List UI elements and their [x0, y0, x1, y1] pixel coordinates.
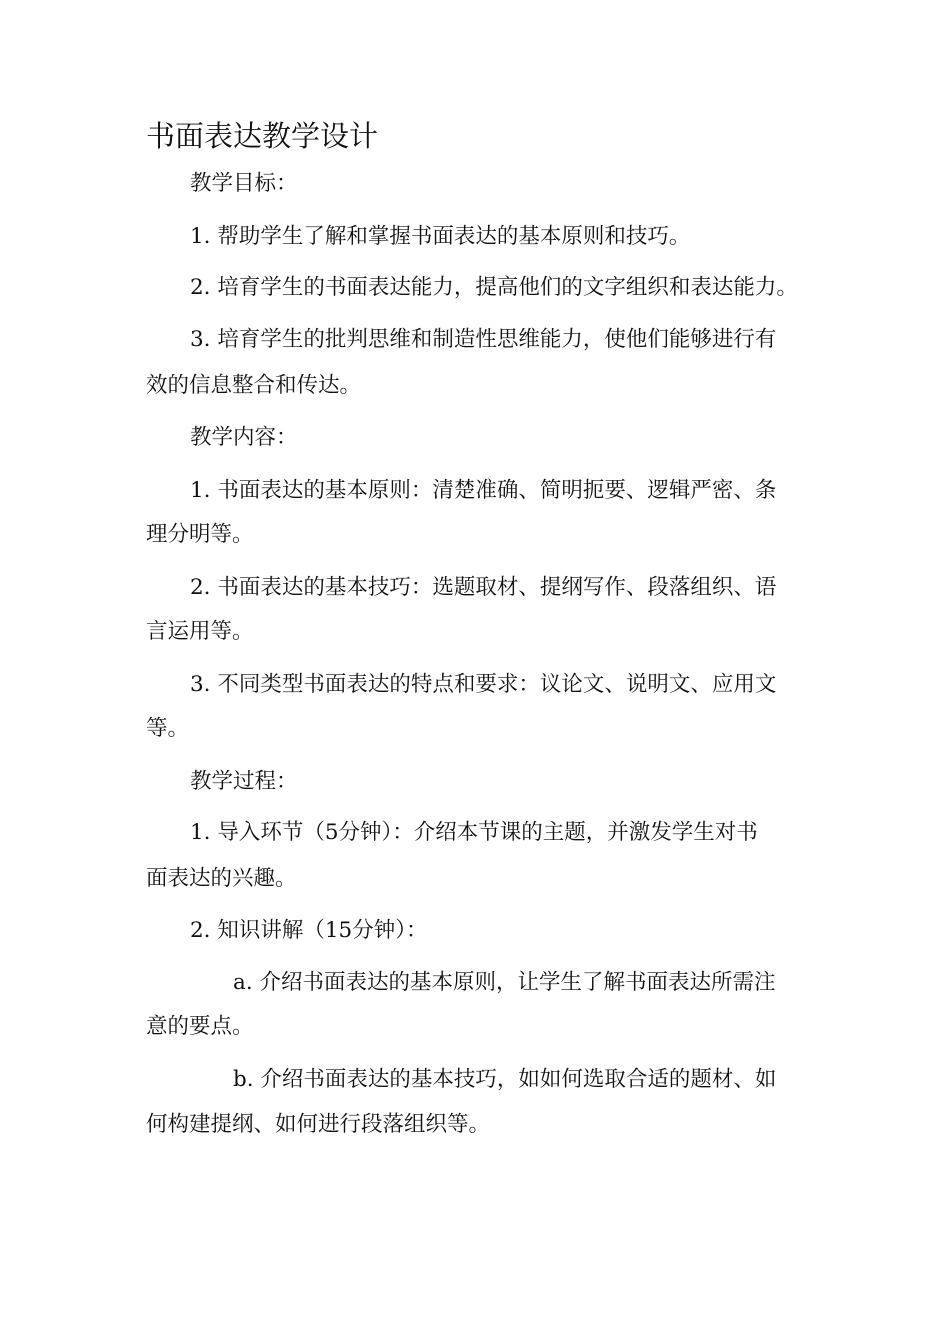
process-subitem-b: b. 介绍书面表达的基本技巧，如如何选取合适的题材、如: [233, 1067, 777, 1092]
content-item-1: 1. 书面表达的基本原则：清楚准确、简明扼要、逻辑严密、条: [190, 478, 777, 503]
document-title: 书面表达教学设计: [146, 119, 379, 153]
section-heading-content: 教学内容：: [190, 425, 298, 450]
process-subitem-a: a. 介绍书面表达的基本原则，让学生了解书面表达所需注: [233, 970, 776, 995]
process-item-1-continued: 面表达的兴趣。: [146, 866, 297, 891]
section-heading-process: 教学过程：: [190, 769, 298, 794]
process-item-2: 2. 知识讲解（15分钟）：: [190, 918, 428, 943]
section-heading-goals: 教学目标：: [190, 171, 298, 196]
goal-item-2: 2. 培育学生的书面表达能力，提高他们的文字组织和表达能力。: [190, 275, 798, 300]
content-item-3-continued: 等。: [146, 716, 190, 741]
content-item-2: 2. 书面表达的基本技巧：选题取材、提纲写作、段落组织、语: [190, 575, 777, 600]
process-subitem-b-continued: 何构建提纲、如何进行段落组织等。: [146, 1112, 491, 1137]
content-item-3: 3. 不同类型书面表达的特点和要求：议论文、说明文、应用文: [190, 672, 777, 697]
content-item-1-continued: 理分明等。: [146, 522, 254, 547]
content-item-2-continued: 言运用等。: [146, 619, 254, 644]
goal-item-1: 1. 帮助学生了解和掌握书面表达的基本原则和技巧。: [190, 224, 691, 249]
process-subitem-a-continued: 意的要点。: [146, 1014, 254, 1039]
goal-item-3-continued: 效的信息整合和传达。: [146, 373, 362, 398]
process-item-1: 1. 导入环节（5分钟）：介绍本节课的主题，并激发学生对书: [190, 820, 758, 845]
goal-item-3: 3. 培育学生的批判思维和制造性思维能力，使他们能够进行有: [190, 327, 777, 352]
